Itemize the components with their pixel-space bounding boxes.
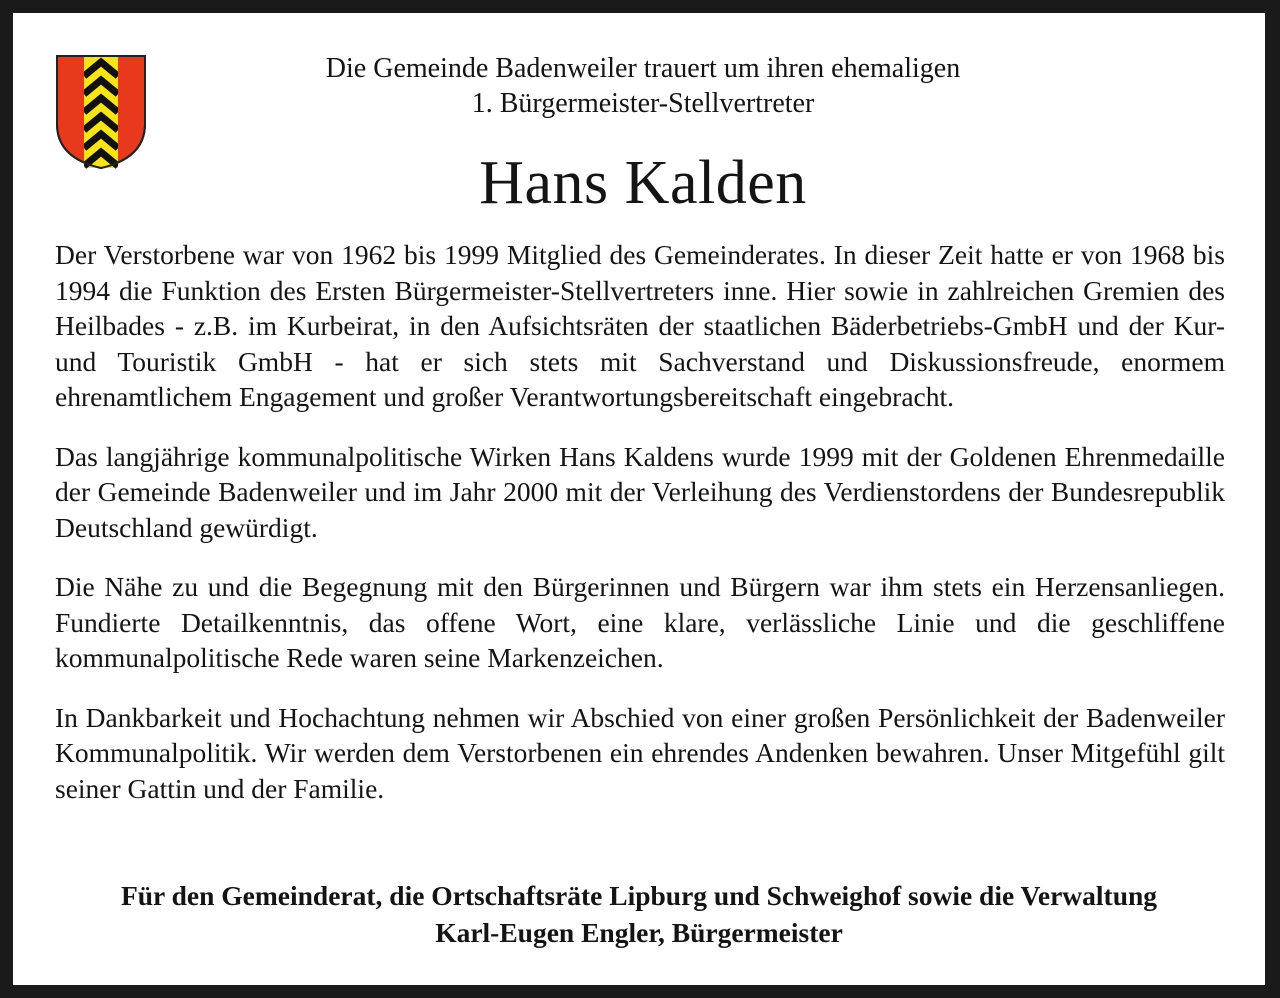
coat-of-arms-icon (55, 54, 147, 170)
intro-text (173, 51, 1113, 121)
obituary-body (55, 237, 1225, 830)
paragraph-honors: Das langjährige kommunalpolitische Wirken Hans Kaldens wurde 1999 mit der Goldenen Ehrenmedaille der Gemeinde Badenweiler und im Jahr 2000 mit der Verleihung des Verdienstordens der Bundesrepublik Deutschland gewürdigt. (55, 440, 1225, 543)
paragraph-career: Der Verstorbene war von 1962 bis 1999 Mitglied des Gemeinderates. In dieser Zeit hatte er von 1968 bis 1994 die Funktion des Ersten Bürgermeister-Stellvertreters inne. Hier sowie in zahlreichen Gremien des Heilbades - z.B. im Kurbeirat, in den Aufsichtsräten der staatlichen Bäderbetriebs-GmbH und der Kur- und Touristik GmbH - hat er sich stets mit Sachverstand und Diskussionsfreude, enormem ehrenamtlichem Engagement und großer Verantwortungsbereitschaft eingebracht. (55, 239, 1225, 412)
intro-line-2: 1. Bürgermeister-Stellvertreter (471, 88, 815, 119)
intro-line-1: Die Gemeinde Badenweiler trauert um ihren ehemaligen (325, 53, 961, 84)
chevron-pale (84, 56, 118, 168)
signature-line-1: Für den Gemeinderat, die Ortschaftsräte Lipburg und Schweighof sowie die Verwaltung (120, 880, 1158, 911)
signature-block (43, 877, 1235, 951)
obituary-notice (13, 13, 1265, 985)
signature-line-2: Karl-Eugen Engler, Bürgermeister (435, 917, 843, 948)
deceased-name: Hans Kalden (479, 149, 807, 217)
paragraph-farewell: In Dankbarkeit und Hochachtung nehmen wir Abschied von einer großen Persönlichkeit der Badenweiler Kommunalpolitik. Wir werden dem Verstorbenen ein ehrendes Andenken bewahren. Unser Mitgefühl gilt seiner Gattin und der Familie. (55, 701, 1225, 804)
paragraph-character: Die Nähe zu und die Begegnung mit den Bürgerinnen und Bürgern war ihm stets ein Herzensanliegen. Fundierte Detailkenntnis, das offene Wort, eine klare, verlässliche Linie und die geschliffene kommunalpolitische Rede waren seine Markenzeichen. (55, 571, 1225, 673)
